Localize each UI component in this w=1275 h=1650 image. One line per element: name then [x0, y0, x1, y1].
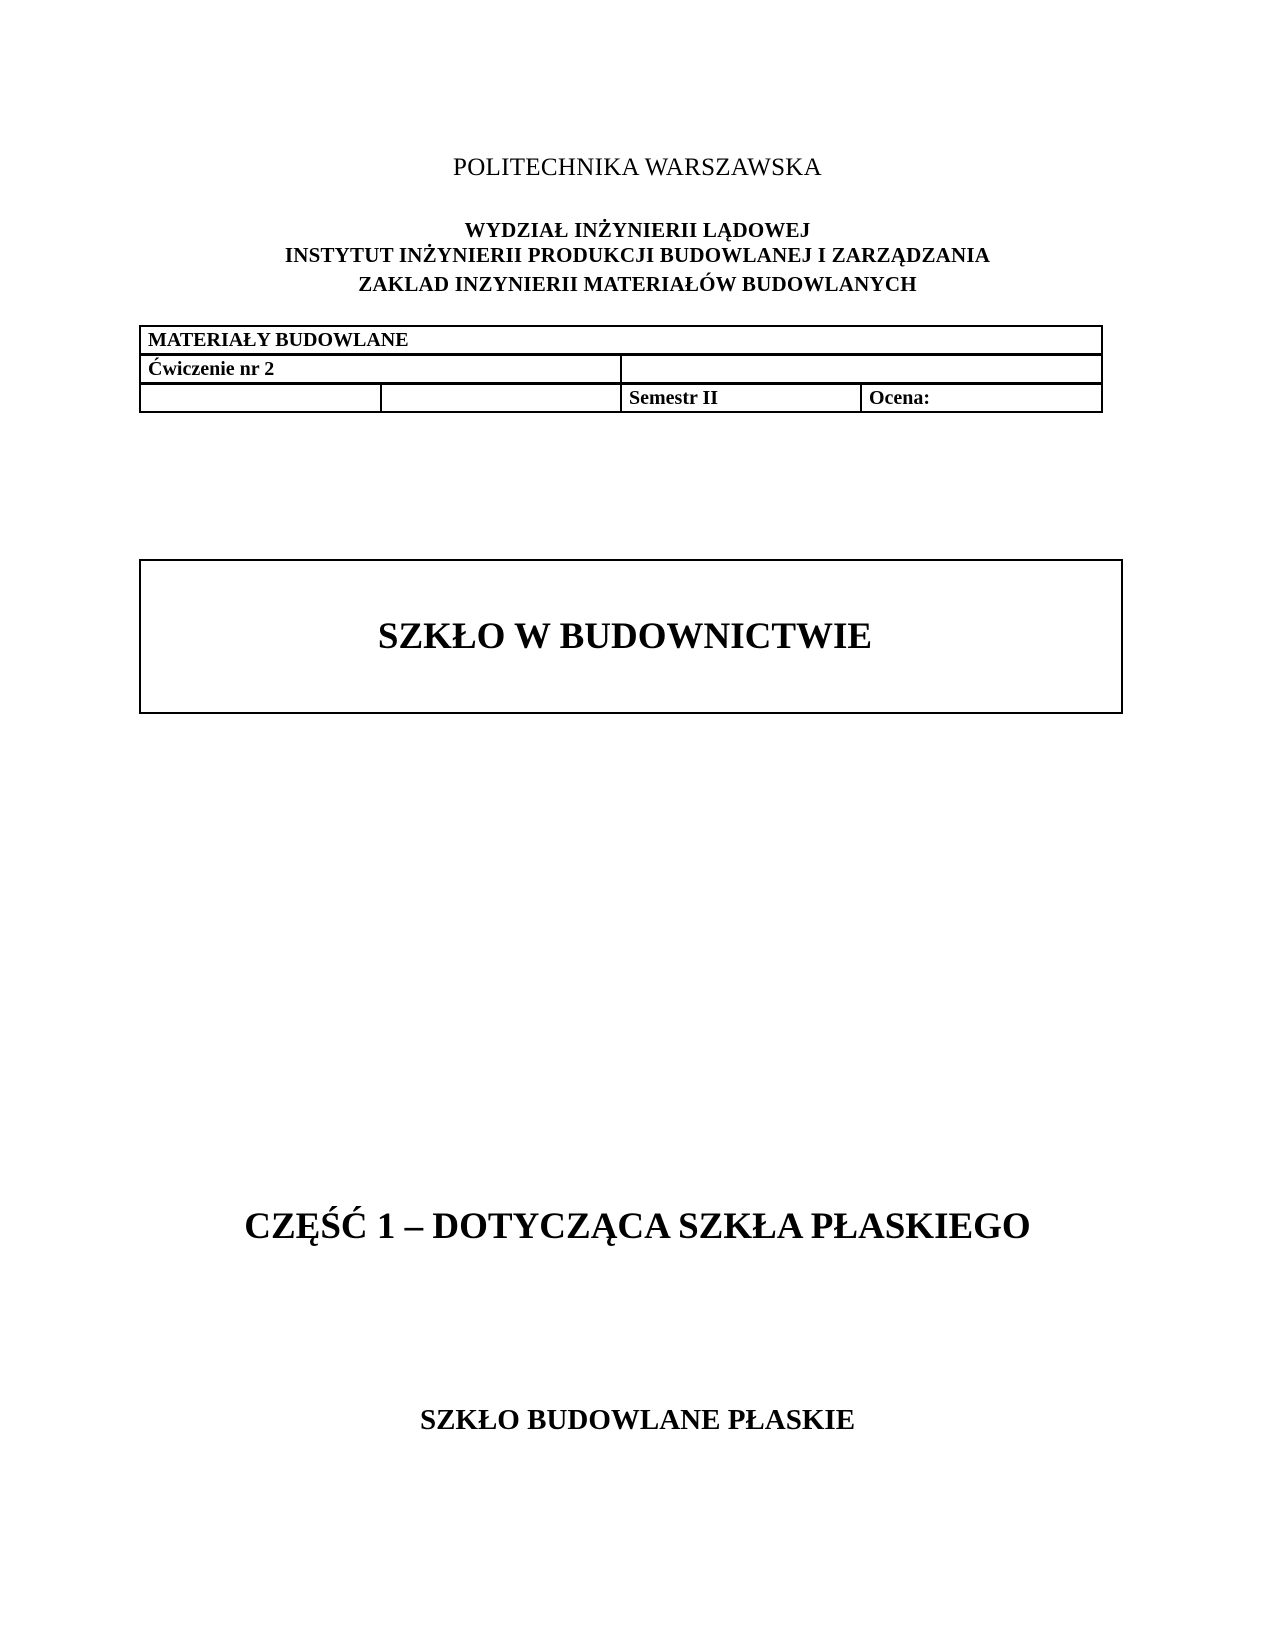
faculty-name: WYDZIAŁ INŻYNIERII LĄDOWEJ — [464, 218, 811, 242]
exercise-right-cell — [621, 355, 1102, 384]
subject-cell: MATERIAŁY BUDOWLANE — [140, 326, 1102, 355]
document-title: SZKŁO W BUDOWNICTWIE — [377, 616, 873, 657]
exercise-cell: Ćwiczenie nr 2 — [140, 355, 621, 384]
institute-name: INSTYTUT INŻYNIERII PRODUKCJI BUDOWLANEJ I ZARZĄDZANIA — [284, 243, 991, 267]
department-name: ZAKLAD INZYNIERII MATERIAŁÓW BUDOWLANYCH — [358, 272, 917, 296]
part-heading: CZĘŚĆ 1 – DOTYCZĄCA SZKŁA PŁASKIEGO — [244, 1206, 1031, 1247]
name-cell-2 — [381, 384, 621, 413]
semester-cell: Semestr II — [621, 384, 861, 413]
document-title-box — [139, 559, 1123, 714]
table-row-exercise — [140, 355, 1102, 384]
university-name: POLITECHNIKA WARSZAWSKA — [452, 154, 823, 181]
section-subheading: SZKŁO BUDOWLANE PŁASKIE — [419, 1404, 856, 1436]
table-row-details — [140, 384, 1102, 413]
name-cell-1 — [140, 384, 381, 413]
table-row-subject — [140, 326, 1102, 355]
course-info-table — [139, 325, 1103, 413]
grade-cell: Ocena: — [861, 384, 1102, 413]
